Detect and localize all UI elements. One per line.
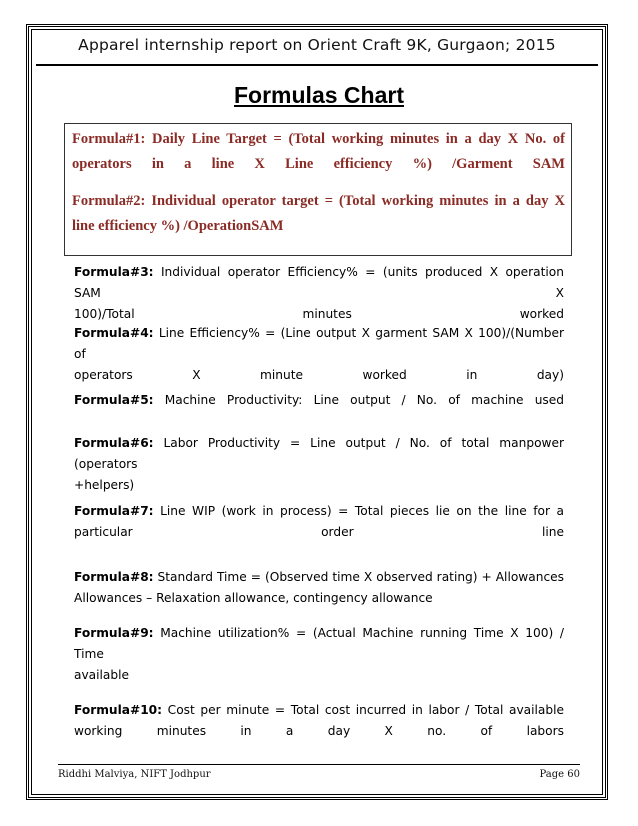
formula-3-text: Individual operator Efficiency% = (units produced X operation SAM X [74, 265, 564, 300]
formula-4-label: Formula#4: [74, 326, 154, 340]
formula-1-line1: Formula#1: Daily Line Target = (Total working minutes in a day X No. of [72, 131, 565, 147]
formula-7-text: Line WIP (work in process) = Total pieces lie on the line for a [153, 504, 564, 518]
footer-author: Riddhi Malviya, NIFT Jodhpur [58, 769, 211, 780]
formula-10 [74, 700, 564, 742]
formula-4-line2: operators X minute worked in day) [74, 368, 564, 382]
formula-6-text: Labor Productivity = Line output / No. of total manpower (operators [74, 436, 564, 471]
formula-8-text: Standard Time = (Observed time X observed rating) + Allowances [153, 570, 564, 584]
formula-6-label: Formula#6: [74, 436, 154, 450]
formula-3-label: Formula#3: [74, 265, 154, 279]
formula-7 [74, 501, 564, 543]
formula-3 [74, 262, 564, 325]
formula-9-line2: available [74, 668, 130, 682]
formula-4 [74, 323, 564, 386]
formula-8-line2: Allowances – Relaxation allowance, contingency allowance [74, 591, 433, 605]
formula-7-line2: particular order line [74, 525, 564, 539]
formula-10-line2: working minutes in a day X no. of labors [74, 724, 564, 738]
footer-page-number: Page 60 [539, 769, 580, 780]
formula-8 [74, 567, 564, 609]
formula-3-line2: 100)/Total minutes worked [74, 307, 564, 321]
formula-9 [74, 623, 564, 686]
formula-6 [74, 433, 564, 496]
header-rule [36, 64, 598, 66]
formula-7-label: Formula#7: [74, 504, 154, 518]
formula-6-line2: +helpers) [74, 478, 135, 492]
boxed-formulas [64, 123, 572, 256]
formula-9-label: Formula#9: [74, 626, 154, 640]
formula-4-text: Line Efficiency% = (Line output X garment SAM X 100)/(Number of [74, 326, 564, 361]
formula-10-label: Formula#10: [74, 703, 163, 717]
formula-10-text: Cost per minute = Total cost incurred in labor / Total available [162, 703, 564, 717]
page-title: Formulas Chart [234, 82, 404, 108]
footer-rule [58, 764, 580, 765]
formula-2-line1: Formula#2: Individual operator target = (Total working minutes in a day X [72, 193, 565, 209]
formula-1-line2: operators in a line X Line efficiency %) /Garment SAM [72, 156, 565, 172]
formula-5-text: Machine Productivity: Line output / No. of machine used [153, 393, 564, 407]
running-header: Apparel internship report on Orient Craft 9K, Gurgaon; 2015 [78, 36, 556, 54]
formula-2-line2: line efficiency %) /OperationSAM [72, 218, 284, 234]
formula-9-text: Machine utilization% = (Actual Machine running Time X 100) / Time [74, 626, 564, 661]
formula-5 [74, 390, 564, 411]
formula-8-label: Formula#8: [74, 570, 154, 584]
formula-5-label: Formula#5: [74, 393, 154, 407]
